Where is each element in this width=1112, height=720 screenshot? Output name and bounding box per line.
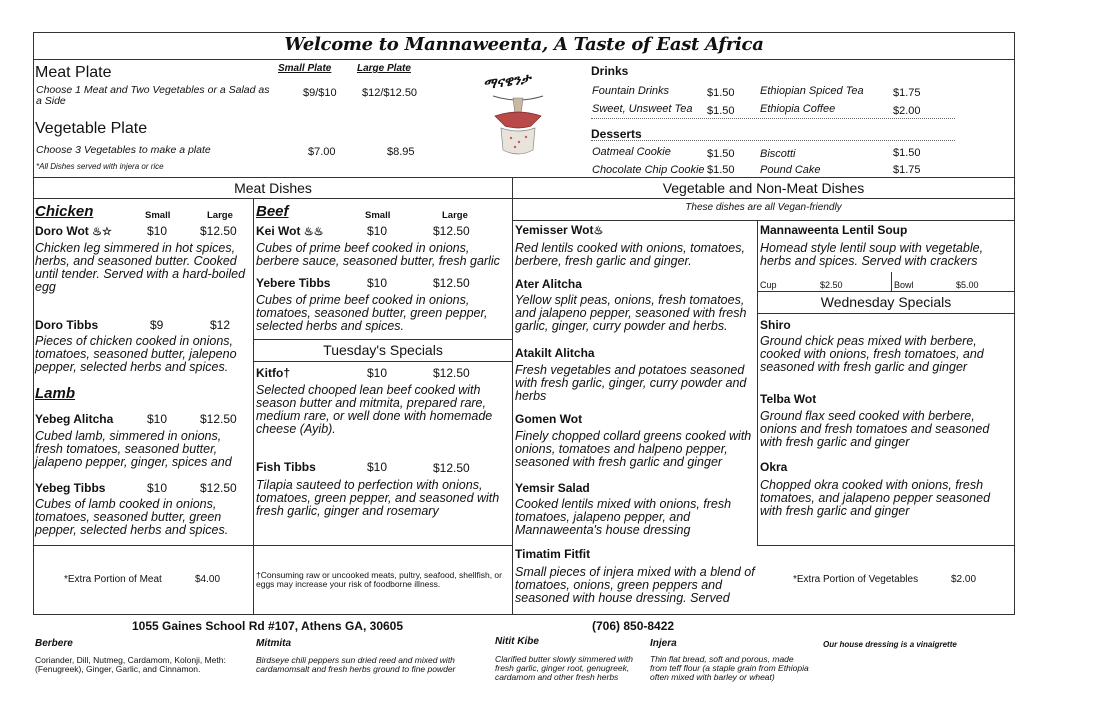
yebere-tibbs-small: $10 bbox=[367, 276, 388, 290]
meat-col-divider bbox=[253, 198, 254, 615]
veg-plate-title: Vegetable Plate bbox=[35, 120, 148, 137]
veg-col-divider bbox=[757, 220, 758, 545]
vegan-note: These dishes are all Vegan-friendly bbox=[685, 202, 842, 213]
yemisser-wot-name: Yemisser Wot♨ bbox=[515, 223, 604, 237]
dessert-pound-cake-price: $1.75 bbox=[893, 164, 921, 176]
fish-tibbs-desc: Tilapia sauteed to perfection with onions, tomatoes, green pepper, and seasoned with fresh garlic, ginger and rosemary bbox=[256, 478, 500, 518]
extra-veg-price: $2.00 bbox=[951, 574, 977, 585]
dessert-oatmeal-price: $1.50 bbox=[707, 148, 735, 160]
drink-coffee: Ethiopia Coffee bbox=[760, 103, 836, 115]
atakilt-alitcha-name: Atakilt Alitcha bbox=[515, 346, 595, 360]
timatim-fitfit-desc: Small pieces of injera mixed with a blend of tomatoes, onions, green peppers and seasoned with house dressing. Served bbox=[515, 565, 755, 605]
meat-plate-small-price: $9/$10 bbox=[303, 87, 337, 99]
yemsir-salad-desc: Cooked lentils mixed with onions, fresh tomatoes, jalapeno pepper, and Mannaweenta's house dressing bbox=[515, 497, 732, 537]
small-plate-header: Small Plate bbox=[278, 63, 332, 74]
doro-wot-large: $12.50 bbox=[200, 224, 237, 238]
chili-pepper-icon: ♨ bbox=[313, 226, 324, 238]
ater-alitcha-name: Ater Alitcha bbox=[515, 277, 582, 291]
veg-bottom-divider bbox=[757, 545, 1015, 546]
drink-coffee-price: $2.00 bbox=[893, 105, 921, 117]
lentil-soup-desc: Homead style lentil soup with vegetable, herbs and spices. Served with crackers bbox=[760, 241, 984, 268]
ater-alitcha-desc: Yellow split peas, onions, fresh tomatoes, and jalapeno pepper, seasoned with fresh garlic, ginger, curry powder and herbs. bbox=[515, 293, 747, 333]
chicken-title: Chicken bbox=[35, 203, 94, 220]
cup-bowl-divider bbox=[891, 272, 892, 291]
okra-desc: Chopped okra cooked with onions, fresh tomatoes, and jalapeno pepper seasoned with fresh garlic and ginger bbox=[760, 478, 991, 518]
kei-wot-small: $10 bbox=[367, 224, 388, 238]
dessert-chocolate-chip-price: $1.50 bbox=[707, 164, 735, 176]
atakilt-alitcha-desc: Fresh vegetables and potatoes seasoned with fresh garlic, ginger, curry powder and herbs bbox=[515, 363, 747, 403]
glossary-mitmita-term: Mitmita bbox=[256, 638, 291, 649]
dessert-chocolate-chip: Chocolate Chip Cookie bbox=[592, 164, 705, 176]
bowl-label: Bowl bbox=[894, 280, 914, 290]
yebeg-alitcha-large: $12.50 bbox=[200, 412, 237, 426]
yemsir-salad-name: Yemsir Salad bbox=[515, 481, 590, 495]
kei-wot-desc: Cubes of prime beef cooked in onions, berbere sauce, seasoned butter, fresh garlic bbox=[256, 241, 500, 268]
star-icon: ☆ bbox=[101, 226, 112, 238]
veg-plate-desc: Choose 3 Vegetables to make a plate bbox=[36, 144, 211, 156]
timatim-fitfit-name: Timatim Fitfit bbox=[515, 547, 591, 561]
yebeg-tibbs-large: $12.50 bbox=[200, 481, 237, 495]
drink-tea: Sweet, Unsweet Tea bbox=[592, 103, 693, 115]
yebere-tibbs-name: Yebere Tibbs bbox=[256, 276, 331, 290]
dessert-biscotti-price: $1.50 bbox=[893, 147, 921, 159]
wednesday-specials-header: Wednesday Specials bbox=[820, 294, 952, 310]
cup-price: $2.50 bbox=[820, 280, 843, 290]
foodborne-warning: †Consuming raw or uncooked meats, pultry, seafood, shellfish, or eggs may increase your risk of foodborne illness. bbox=[256, 570, 502, 589]
drink-spiced-tea-price: $1.75 bbox=[893, 87, 921, 99]
chicken-small-header: Small bbox=[145, 210, 171, 221]
glossary-berbere-term: Berbere bbox=[35, 638, 73, 649]
bowl-price: $5.00 bbox=[956, 280, 979, 290]
chili-pepper-icon: ♨ bbox=[593, 225, 604, 237]
desserts-dotted-rule bbox=[591, 140, 955, 141]
yebere-tibbs-desc: Cubes of prime beef cooked in onions, tomatoes, seasoned butter, green pepper, selected herbs and spices. bbox=[256, 293, 488, 333]
large-plate-header: Large Plate bbox=[357, 63, 411, 74]
yebeg-tibbs-name: Yebeg Tibbs bbox=[35, 481, 106, 495]
kitfo-small: $10 bbox=[367, 366, 388, 380]
drinks-dotted-rule bbox=[591, 118, 955, 119]
telba-wot-name: Telba Wot bbox=[760, 392, 817, 406]
gomen-wot-desc: Finely chopped collard greens cooked with onions, tomatoes and halpeno pepper, seasoned with fresh garlic and ginger bbox=[515, 429, 752, 469]
okra-name: Okra bbox=[760, 460, 788, 474]
drink-fountain: Fountain Drinks bbox=[592, 85, 670, 97]
glossary-mitmita-def: Birdseye chili peppers sun dried reed and mixed with cardamomsalt and fresh herbs ground to fine powder bbox=[256, 655, 456, 674]
kitfo-name: Kitfo† bbox=[256, 366, 290, 380]
yebeg-alitcha-desc: Cubed lamb, simmered in onions, fresh tomatoes, seasoned butter, jalapeno pepper, ginger, spices and bbox=[35, 429, 232, 469]
drink-tea-price: $1.50 bbox=[707, 105, 735, 117]
phone-number: (706) 850-8422 bbox=[592, 619, 675, 633]
kitfo-desc: Selected chooped lean beef cooked with season butter and mitmita, prepared rare, medium rare, or well done with homemade cheese (Ayib). bbox=[256, 383, 493, 436]
yebeg-alitcha-small: $10 bbox=[147, 412, 168, 426]
menu-title: Welcome to Mannaweenta, A Taste of East Africa bbox=[284, 34, 764, 55]
header-divider bbox=[33, 177, 1015, 178]
dessert-biscotti: Biscotti bbox=[760, 148, 796, 160]
shiro-name: Shiro bbox=[760, 318, 791, 332]
house-dressing-note: Our house dressing is a vinaigrette bbox=[823, 640, 957, 649]
chicken-large-header: Large bbox=[207, 210, 233, 221]
veg-plate-large-price: $8.95 bbox=[387, 146, 415, 158]
kitfo-large: $12.50 bbox=[433, 366, 470, 380]
drinks-title: Drinks bbox=[591, 64, 629, 78]
doro-tibbs-large: $12 bbox=[210, 318, 231, 332]
dessert-pound-cake: Pound Cake bbox=[760, 164, 821, 176]
fish-tibbs-name: Fish Tibbs bbox=[256, 460, 316, 474]
telba-wot-desc: Ground flax seed cooked with berbere, onions and fresh tomatoes and seasoned with fresh garlic and ginger bbox=[760, 409, 990, 449]
doro-tibbs-desc: Pieces of chicken cooked in onions, tomatoes, seasoned butter, jalepeno pepper, selected herbs and spices. bbox=[35, 334, 237, 374]
drink-fountain-price: $1.50 bbox=[707, 87, 735, 99]
tuesday-specials-header: Tuesday's Specials bbox=[323, 342, 443, 358]
meat-dishes-header: Meat Dishes bbox=[234, 180, 312, 196]
yebeg-tibbs-desc: Cubes of lamb cooked in onions, tomatoes, seasoned butter, green pepper, selected herbs and spices. bbox=[35, 497, 229, 537]
cup-label: Cup bbox=[760, 280, 777, 290]
glossary-berbere-def: Coriander, Dill, Nutmeg, Cardamom, Kolonji, Meth:(Fenugreek), Ginger, Garlic, and Cinnamon. bbox=[35, 655, 226, 674]
dessert-oatmeal: Oatmeal Cookie bbox=[592, 146, 671, 158]
plates-note: *All Dishes served with injera or rice bbox=[36, 162, 164, 171]
extra-veg-label: *Extra Portion of Vegetables bbox=[793, 574, 919, 585]
glossary-nitit-kibe-term: Nitit Kibe bbox=[495, 636, 539, 647]
veg-plate-small-price: $7.00 bbox=[308, 146, 336, 158]
gomen-wot-name: Gomen Wot bbox=[515, 412, 583, 426]
glossary-injera-term: Injera bbox=[650, 638, 677, 649]
meat-bottom-divider bbox=[33, 545, 512, 546]
wednesday-bottom-divider bbox=[757, 313, 1015, 314]
yebeg-alitcha-name: Yebeg Alitcha bbox=[35, 412, 114, 426]
lentil-soup-name: Mannaweenta Lentil Soup bbox=[760, 223, 908, 237]
extra-meat-label: *Extra Portion of Meat bbox=[64, 574, 162, 585]
desserts-title: Desserts bbox=[591, 127, 642, 141]
logo-script: ማናዌንታ bbox=[482, 70, 532, 94]
extra-meat-price: $4.00 bbox=[195, 574, 221, 585]
fish-tibbs-large: $12.50 bbox=[433, 461, 470, 475]
tuesday-top-divider bbox=[253, 339, 512, 340]
kei-wot-large: $12.50 bbox=[433, 224, 470, 238]
center-divider bbox=[512, 177, 513, 615]
doro-wot-name: Doro Wot ♨☆ bbox=[35, 224, 112, 238]
shiro-desc: Ground chick peas mixed with berbere, cooked with onions, fresh tomatoes, and seasoned with fresh garlic and ginger bbox=[760, 334, 984, 374]
tuesday-bottom-divider bbox=[253, 361, 512, 362]
meat-plate-desc: Choose 1 Meat and Two Vegetables or a Salad as a Side bbox=[36, 84, 270, 107]
doro-tibbs-name: Doro Tibbs bbox=[35, 318, 99, 332]
beef-large-header: Large bbox=[442, 210, 468, 221]
glossary-injera-def: Thin flat bread, soft and porous, made from teff flour (a staple grain from Ethiopia often mixed with barley or wheat) bbox=[650, 654, 809, 682]
chili-pepper-icon: ♨ bbox=[303, 226, 314, 238]
glossary-nitit-kibe-def: Clarified butter slowly simmered with fresh garlic, ginger root, genugreek, cardamom and other fresh herbs bbox=[495, 654, 633, 682]
restaurant-logo bbox=[479, 68, 557, 164]
yemisser-wot-desc: Red lentils cooked with onions, tomatoes, berbere, fresh garlic and ginger. bbox=[515, 241, 745, 268]
title-divider bbox=[33, 59, 1015, 60]
beef-title: Beef bbox=[256, 203, 289, 220]
wednesday-top-divider bbox=[757, 291, 1015, 292]
lamb-title: Lamb bbox=[35, 385, 76, 402]
veg-dishes-header: Vegetable and Non-Meat Dishes bbox=[662, 180, 865, 196]
kei-wot-name: Kei Wot ♨♨ bbox=[256, 224, 324, 238]
doro-wot-small: $10 bbox=[147, 224, 168, 238]
doro-wot-desc: Chicken leg simmered in hot spices, herbs, and seasoned butter. Cooked until tender. Served with a hard-boiled egg bbox=[35, 241, 246, 294]
yebere-tibbs-large: $12.50 bbox=[433, 276, 470, 290]
section-divider bbox=[33, 198, 1015, 199]
fish-tibbs-small: $10 bbox=[367, 460, 388, 474]
meat-plate-large-price: $12/$12.50 bbox=[362, 87, 418, 99]
drink-spiced-tea: Ethiopian Spiced Tea bbox=[760, 85, 864, 97]
beef-small-header: Small bbox=[365, 210, 391, 221]
address: 1055 Gaines School Rd #107, Athens GA, 30605 bbox=[132, 619, 404, 633]
chili-pepper-icon: ♨ bbox=[92, 226, 102, 238]
doro-tibbs-small: $9 bbox=[150, 318, 164, 332]
yebeg-tibbs-small: $10 bbox=[147, 481, 168, 495]
veg-note-divider bbox=[512, 220, 1015, 221]
meat-plate-title: Meat Plate bbox=[35, 64, 112, 81]
